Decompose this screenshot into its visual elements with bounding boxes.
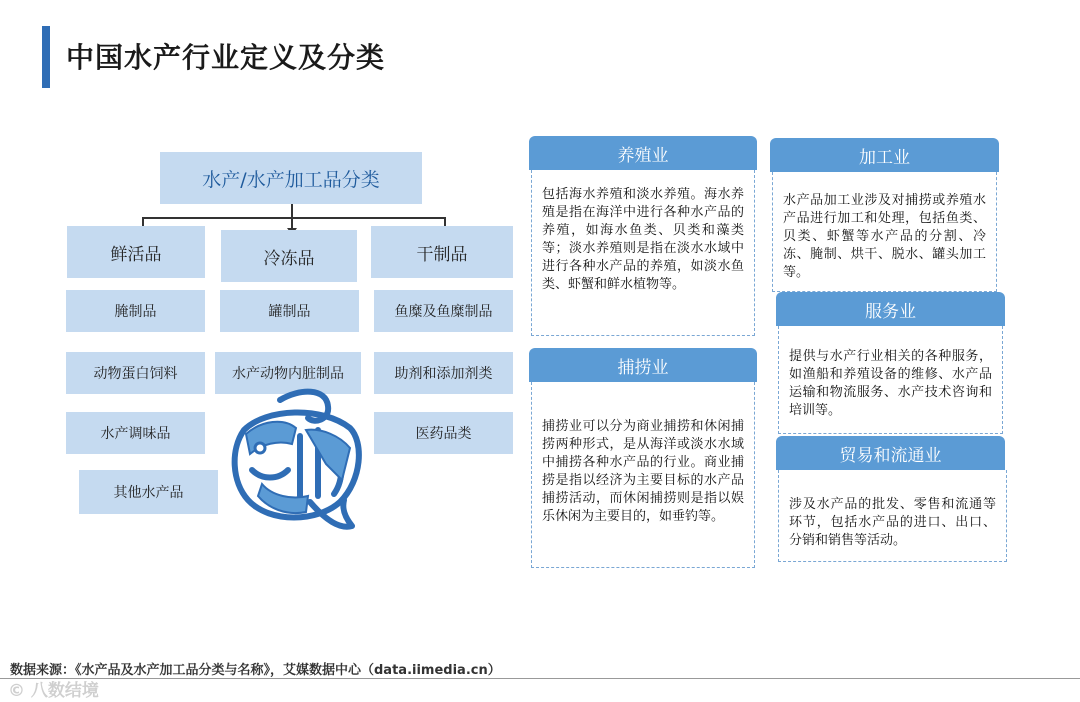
item-seasonings: 水产调味品: [66, 412, 205, 454]
item-additives: 助剂和添加剂类: [374, 352, 513, 394]
panel-aquaculture-header: 养殖业: [529, 136, 757, 170]
panel-fishing-header: 捕捞业: [529, 348, 757, 382]
data-source-note: 数据来源：《水产品及水产加工品分类与名称》，艾媒数据中心（data.iimedia.cn）: [10, 663, 501, 678]
panel-processing-body: 水产品加工业涉及对捕捞或养殖水产品进行加工和处理，包括鱼类、贝类、虾蟹等水产品的分割、冷冻、腌制、烘干、脱水、罐头加工等。: [772, 172, 997, 292]
tree-connector: [291, 204, 293, 218]
category-dried: 干制品: [371, 226, 513, 278]
title-accent-bar: [42, 26, 50, 88]
panel-processing-header: 加工业: [770, 138, 999, 172]
panel-trade-header: 贸易和流通业: [776, 436, 1005, 470]
item-animal-protein-feed: 动物蛋白饲料: [66, 352, 205, 394]
footer-divider: [0, 678, 1080, 679]
item-other: 其他水产品: [79, 470, 218, 514]
category-fresh: 鲜活品: [67, 226, 205, 278]
page-title: 中国水产行业定义及分类: [66, 41, 386, 74]
panel-fishing-body: 捕捞业可以分为商业捕捞和休闲捕捞两种形式，是从海洋或淡水水域中捕捞各种水产品的行业。商业捕捞是指以经济为主要目标的水产品捕捞活动，而休闲捕捞则是指以娱乐休闲为主要目的，如垂钓等。: [531, 382, 755, 568]
item-pickled: 腌制品: [66, 290, 205, 332]
panel-services-header: 服务业: [776, 292, 1005, 326]
item-offal-products: 水产动物内脏制品: [215, 352, 361, 394]
tree-connector: [291, 217, 293, 228]
panel-aquaculture-body: 包括海水养殖和淡水养殖。海水养殖是指在海洋中进行各种水产品的养殖，如海水鱼类、贝类和藻类等；淡水养殖则是指在淡水水域中进行各种水产品的养殖，如淡水鱼类、虾蟹和鲜水植物等。: [531, 170, 755, 336]
watermark-logo: © 八数结境: [8, 681, 99, 701]
tree-connector: [142, 217, 445, 219]
classification-root: 水产/水产加工品分类: [160, 152, 422, 204]
category-frozen: 冷冻品: [221, 230, 357, 282]
item-medicines: 医药品类: [374, 412, 513, 454]
item-canned: 罐制品: [220, 290, 359, 332]
panel-services-body: 提供与水产行业相关的各种服务，如渔船和养殖设备的维修、水产品运输和物流服务、水产技术咨询和培训等。: [778, 326, 1003, 434]
fish-illustration-icon: [222, 384, 367, 534]
panel-trade-body: 涉及水产品的批发、零售和流通等环节，包括水产品的进口、出口、分销和销售等活动。: [778, 470, 1007, 562]
item-surimi: 鱼糜及鱼糜制品: [374, 290, 513, 332]
